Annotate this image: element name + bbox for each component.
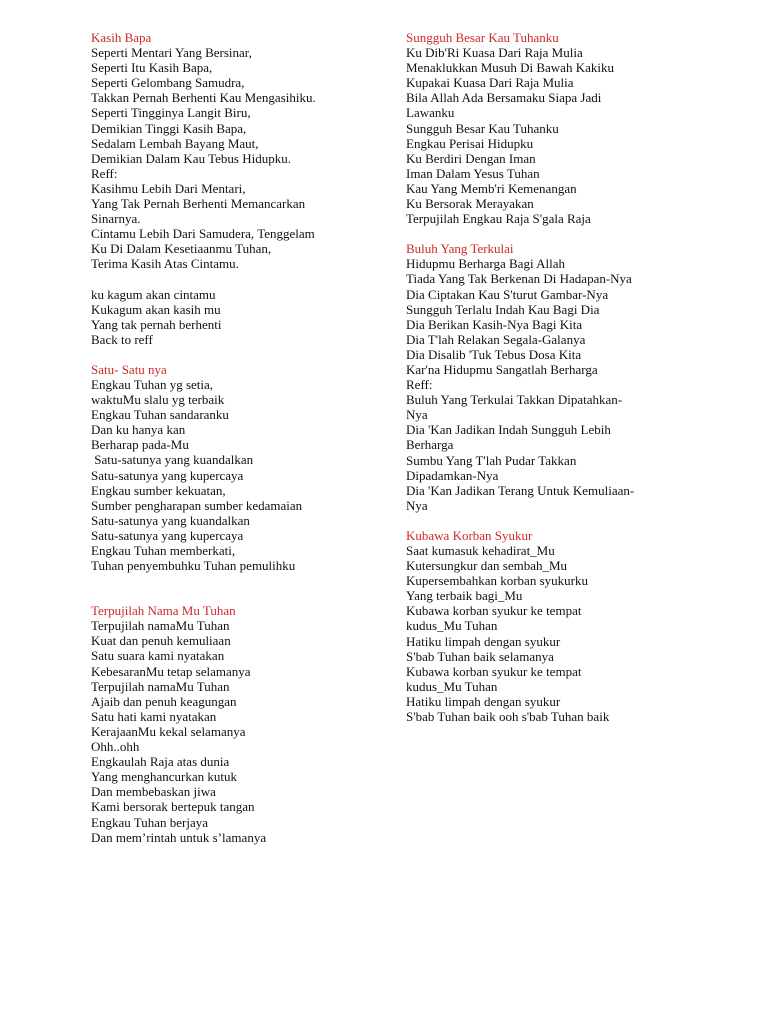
lyric-line: Hidupmu Berharga Bagi Allah	[406, 256, 565, 272]
lyric-line: Dan ku hanya kan	[91, 422, 186, 438]
lyric-line: Kubawa korban syukur ke tempat	[406, 663, 582, 679]
song-satu-satunya	[91, 362, 391, 573]
lyric-line: Terima Kasih Atas Cintamu.	[91, 256, 239, 272]
lyric-line: Cintamu Lebih Dari Samudera, Tenggelam	[91, 226, 315, 242]
song-lines	[91, 287, 391, 347]
song-title: Kubawa Korban Syukur	[406, 527, 533, 543]
lyric-line: ku kagum akan cintamu	[91, 286, 216, 302]
lyric-line: Sumber pengharapan sumber kedamaian	[91, 497, 303, 513]
lyric-line: Reff:	[91, 165, 118, 181]
song-lines	[91, 377, 391, 573]
lyric-line: Yang Tak Pernah Berhenti Memancarkan	[91, 196, 306, 212]
lyric-line: Bila Allah Ada Bersamaku Siapa Jadi	[406, 90, 602, 106]
lyric-line: Kau Yang Memb'ri Kemenangan	[406, 180, 577, 196]
song-title: Sungguh Besar Kau Tuhanku	[406, 30, 559, 45]
lyric-line: Dia Ciptakan Kau S'turut Gambar-Nya	[406, 286, 609, 302]
lyric-line: Sungguh Terlalu Indah Kau Bagi Dia	[406, 301, 600, 317]
song-ku-kagum	[91, 287, 391, 347]
lyric-line: Kar'na Hidupmu Sangatlah Berharga	[406, 361, 598, 377]
lyric-line: Yang terbaik bagi_Mu	[406, 588, 523, 604]
left-column	[91, 30, 391, 845]
lyric-line: Engkau Perisai Hidupku	[406, 135, 534, 151]
lyric-line: Kupakai Kuasa Dari Raja Mulia	[406, 75, 574, 91]
lyric-line: Ku Berdiri Dengan Iman	[406, 150, 536, 166]
lyric-line: Yang menghancurkan kutuk	[91, 769, 237, 785]
lyric-line: Menaklukkan Musuh Di Bawah Kakiku	[406, 60, 614, 76]
lyric-line: Dia 'Kan Jadikan Indah Sungguh Lebih	[406, 422, 611, 438]
lyric-line: Dia Disalib 'Tuk Tebus Dosa Kita	[406, 346, 582, 362]
song-lines	[91, 618, 391, 844]
lyric-line: Satu-satunya yang kupercaya	[91, 467, 244, 483]
lyric-line: Satu suara kami nyatakan	[91, 648, 225, 664]
lyric-line: Kupersembahkan korban syukurku	[406, 573, 588, 589]
lyric-line: Demikian Tinggi Kasih Bapa,	[91, 120, 247, 136]
lyric-line: Terpujilah namaMu Tuhan	[91, 618, 230, 634]
lyric-line: Dipadamkan-Nya	[406, 467, 499, 483]
song-title: Terpujilah Nama Mu Tuhan	[91, 603, 236, 619]
lyric-line: Nya	[406, 407, 428, 423]
lyric-line: Engkau Tuhan sandaranku	[91, 407, 229, 423]
lyric-line: Reff:	[406, 377, 433, 393]
lyric-line: Saat kumasuk kehadirat_Mu	[406, 543, 555, 558]
lyric-line: Back to reff	[91, 331, 153, 347]
lyric-line: S'bab Tuhan baik selamanya	[406, 648, 554, 664]
lyric-line: S'bab Tuhan baik ooh s'bab Tuhan baik	[406, 709, 610, 725]
lyric-line: Dan membebaskan jiwa	[91, 784, 216, 800]
lyric-line: Ajaib dan penuh keagungan	[91, 693, 237, 709]
lyric-line: Terpujilah Engkau Raja S'gala Raja	[406, 211, 591, 227]
song-lines	[406, 256, 696, 513]
lyric-line: Sumbu Yang T'lah Pudar Takkan	[406, 452, 577, 468]
song-title: Satu- Satu nya	[91, 361, 167, 377]
lyric-line: Dan mem’rintah untuk s’lamanya	[91, 829, 267, 845]
song-kubawa-korban-syukur	[406, 528, 696, 724]
lyric-line: kudus_Mu Tuhan	[406, 618, 498, 634]
lyric-line: Sungguh Besar Kau Tuhanku	[406, 120, 559, 136]
lyric-line: Seperti Itu Kasih Bapa,	[91, 60, 213, 76]
lyric-line: Buluh Yang Terkulai Takkan Dipatahkan-	[406, 392, 623, 408]
lyric-line: Hatiku limpah dengan syukur	[406, 693, 561, 709]
lyric-line: Engkau Tuhan yg setia,	[91, 376, 214, 392]
lyric-line: Takkan Pernah Berhenti Kau Mengasihiku.	[91, 90, 316, 106]
song-lines	[406, 543, 696, 724]
lyric-line: Ohh..ohh	[91, 739, 140, 755]
lyric-line: Engkau Tuhan berjaya	[91, 814, 208, 830]
lyric-line: Dia Berikan Kasih-Nya Bagi Kita	[406, 316, 583, 332]
lyric-line: Satu hati kami nyatakan	[91, 708, 217, 724]
song-sungguh-besar	[406, 30, 696, 226]
lyric-line: Hatiku limpah dengan syukur	[406, 633, 561, 649]
lyric-line: Satu-satunya yang kuandalkan	[91, 452, 254, 468]
song-title: Buluh Yang Terkulai	[406, 241, 514, 257]
lyric-line: Nya	[406, 497, 428, 513]
lyric-line: Engkau Tuhan memberkati,	[91, 543, 236, 558]
lyric-line: Tuhan penyembuhku Tuhan pemulihku	[91, 558, 296, 574]
lyric-line: Engkaulah Raja atas dunia	[91, 754, 230, 770]
lyric-line: Kasihmu Lebih Dari Mentari,	[91, 180, 246, 196]
song-kasih-bapa	[91, 30, 391, 272]
lyric-line: waktuMu slalu yg terbaik	[91, 392, 225, 408]
right-column	[406, 30, 696, 724]
lyric-line: Terpujilah namaMu Tuhan	[91, 678, 230, 694]
lyric-line: Kami bersorak bertepuk tangan	[91, 799, 255, 815]
song-terpujilah	[91, 603, 391, 845]
lyric-line: kudus_Mu Tuhan	[406, 678, 498, 694]
lyric-line: Dia T'lah Relakan Segala-Galanya	[406, 331, 586, 347]
lyric-line: Sedalam Lembah Bayang Maut,	[91, 135, 259, 151]
lyric-line: Sinarnya.	[91, 211, 141, 227]
lyric-line: Ku Bersorak Merayakan	[406, 196, 534, 212]
song-lines	[91, 45, 391, 271]
lyric-line: KerajaanMu kekal selamanya	[91, 723, 246, 739]
lyric-line: Kukagum akan kasih mu	[91, 301, 221, 317]
lyric-line: Lawanku	[406, 105, 455, 121]
lyric-line: Satu-satunya yang kuandalkan	[91, 512, 250, 528]
lyric-line: Seperti Mentari Yang Bersinar,	[91, 45, 252, 61]
lyric-line: Yang tak pernah berhenti	[91, 316, 222, 332]
lyric-line: Demikian Dalam Kau Tebus Hidupku.	[91, 150, 291, 166]
song-buluh-yang-terkulai	[406, 241, 696, 513]
lyric-line: Kuat dan penuh kemuliaan	[91, 633, 231, 649]
lyric-line: Tiada Yang Tak Berkenan Di Hadapan-Nya	[406, 271, 632, 287]
lyric-line: Iman Dalam Yesus Tuhan	[406, 165, 540, 181]
lyric-line: Ku Di Dalam Kesetiaanmu Tuhan,	[91, 241, 272, 257]
lyric-line: Seperti Tingginya Langit Biru,	[91, 105, 251, 121]
lyric-line: Satu-satunya yang kupercaya	[91, 527, 244, 543]
lyric-line: KebesaranMu tetap selamanya	[91, 663, 251, 679]
lyric-line: Dia 'Kan Jadikan Terang Untuk Kemuliaan-	[406, 482, 635, 498]
lyric-line: Seperti Gelombang Samudra,	[91, 75, 245, 91]
lyric-line: Engkau sumber kekuatan,	[91, 482, 226, 498]
lyric-line: Kubawa korban syukur ke tempat	[406, 603, 582, 619]
song-title: Kasih Bapa	[91, 30, 152, 45]
lyric-line: Kutersungkur dan sembah_Mu	[406, 558, 568, 574]
lyric-line: Berharga	[406, 437, 454, 453]
song-lines	[406, 45, 696, 226]
lyric-line: Ku Dib'Ri Kuasa Dari Raja Mulia	[406, 45, 583, 61]
lyric-line: Berharap pada-Mu	[91, 437, 189, 453]
